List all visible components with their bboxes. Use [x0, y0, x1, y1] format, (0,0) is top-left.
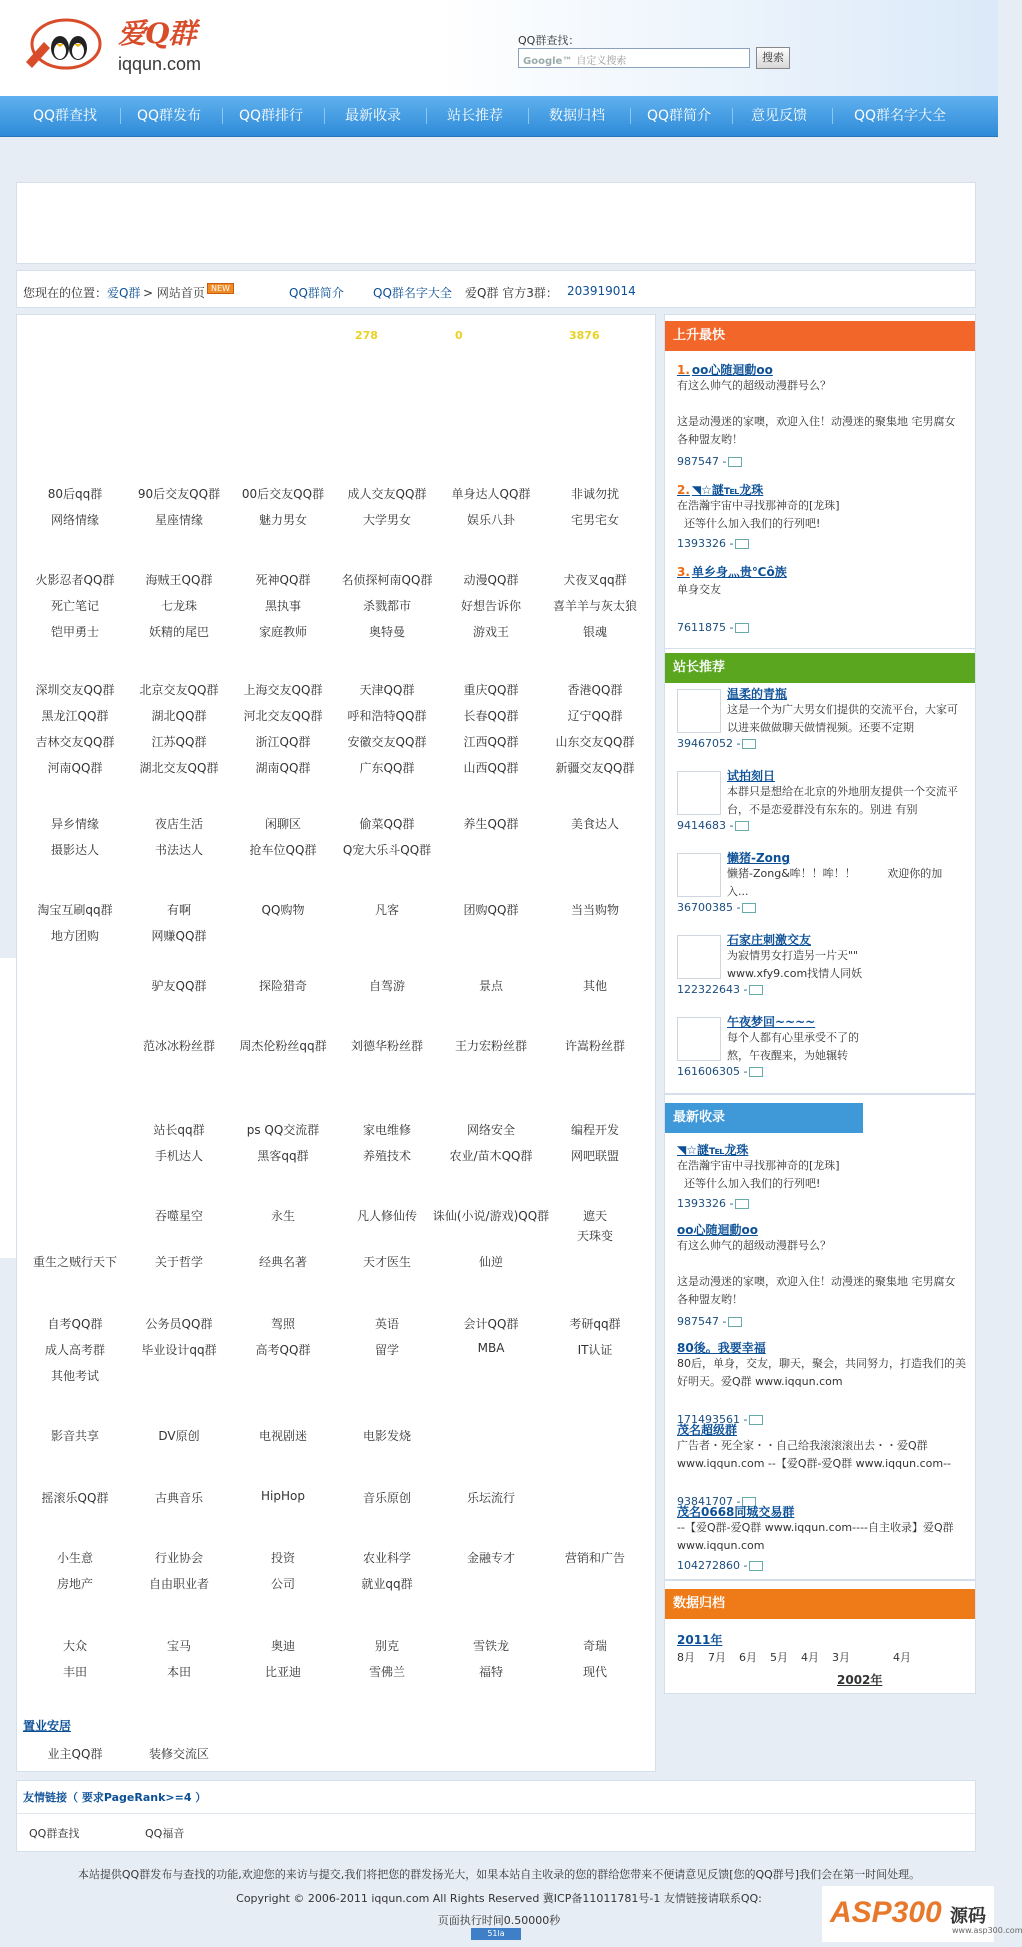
category-link[interactable]: IT认证: [577, 1343, 613, 1357]
stat-value: 278: [355, 329, 378, 342]
category-link[interactable]: 呼和浩特QQ群: [347, 709, 427, 723]
qq-icon[interactable]: [728, 1317, 742, 1327]
breadcrumb-prefix: 您现在的位置：: [23, 286, 108, 300]
category-link[interactable]: 杀戮都市: [362, 599, 412, 613]
category-link[interactable]: 山东交友QQ群: [555, 735, 635, 749]
rank-number: 2.: [677, 483, 690, 497]
category-link[interactable]: 宝马: [166, 1639, 192, 1653]
archive-month-link[interactable]: 4月: [893, 1651, 911, 1664]
watermark-cn: 源码: [950, 1906, 986, 1927]
category-link[interactable]: 铠甲勇士: [50, 625, 100, 639]
group-name-link[interactable]: 茂名0668同城交易群: [677, 1505, 795, 1519]
group-description: 在浩瀚宇宙中寻找那神奇的[龙珠] 还等什么加入我们的行列吧!: [677, 1159, 840, 1190]
category-link[interactable]: 本田: [166, 1665, 192, 1679]
group-description: 本群只是想给在北京的外地朋友提供一个交流平台，不是恋爱群没有东东的。别进 有别: [727, 785, 958, 816]
category-link[interactable]: 凡人修仙传: [356, 1209, 418, 1223]
group-name-link[interactable]: [677, 481, 763, 498]
category-link[interactable]: 站长qq群: [153, 1123, 205, 1137]
category-link[interactable]: 单身达人QQ群: [451, 487, 531, 501]
group-name: 单乡身灬贵℃ô族: [691, 565, 787, 579]
stat-value: 0: [455, 329, 463, 342]
category-link[interactable]: 游戏王: [472, 625, 510, 639]
qq-icon[interactable]: [735, 1199, 749, 1209]
category-panel: [16, 314, 656, 1772]
category-link[interactable]: 范冰冰粉丝群: [142, 1039, 216, 1053]
category-link[interactable]: 毕业设计qq群: [141, 1343, 217, 1357]
category-link[interactable]: 犬夜叉qq群: [563, 573, 627, 587]
group-description: 有这么帅气的超级动漫群号么？ 这是动漫迷的家噢，欢迎入住！动漫迷的聚集地 宅男腐女 各种盟友哟！: [677, 1239, 956, 1306]
category-link[interactable]: 80后qq群: [47, 487, 103, 501]
group-avatar[interactable]: [677, 853, 721, 897]
category-link[interactable]: 山西QQ群: [463, 761, 519, 775]
official-group-number[interactable]: 203919014: [567, 284, 636, 298]
category-link[interactable]: 浙江QQ群: [255, 735, 311, 749]
group-avatar[interactable]: [677, 935, 721, 979]
category-link[interactable]: 天津QQ群: [359, 683, 415, 697]
category-link[interactable]: 电影发烧: [362, 1429, 412, 1443]
category-link[interactable]: 会计QQ群: [463, 1317, 519, 1331]
category-link[interactable]: 古典音乐: [154, 1491, 204, 1505]
search-placeholder: 自定义搜索: [576, 56, 627, 67]
category-link[interactable]: 小生意: [56, 1551, 94, 1565]
group-number: 9414683 -: [677, 819, 749, 832]
rank-number: 1.: [677, 363, 690, 377]
category-link[interactable]: 淘宝互刷qq群: [37, 903, 113, 917]
category-link[interactable]: 名侦探柯南QQ群: [341, 573, 433, 587]
category-link[interactable]: 网赚QQ群: [151, 929, 207, 943]
group-number: 93841707 -: [677, 1495, 756, 1508]
group-name: ◥☆謎℡龙珠: [691, 483, 764, 497]
category-link[interactable]: 探险猎奇: [258, 979, 308, 993]
group-number: 122322643 -: [677, 983, 763, 996]
category-link[interactable]: 香港QQ群: [567, 683, 623, 697]
category-link[interactable]: 安徽交友QQ群: [347, 735, 427, 749]
category-link[interactable]: 90后交友QQ群: [137, 487, 221, 501]
category-link[interactable]: 星座情缘: [154, 513, 204, 527]
breadcrumb: [16, 270, 976, 308]
category-link[interactable]: 网络情缘: [50, 513, 100, 527]
group-name-link[interactable]: 80後。我要幸福: [677, 1341, 766, 1355]
group-description: 为寂情男女打造另一片天"" www.xfy9.com找情人同妖: [727, 949, 863, 980]
divider: [17, 1813, 975, 1814]
side-gap: [0, 958, 16, 1258]
category-link[interactable]: 王力宏粉丝群: [454, 1039, 528, 1053]
group-avatar[interactable]: [677, 1017, 721, 1061]
watermark-logo: [822, 1886, 1022, 1942]
group-number: 1393326 -: [677, 1197, 749, 1210]
category-link[interactable]: 黑客qq群: [257, 1149, 309, 1163]
category-link[interactable]: 考研qq群: [569, 1317, 621, 1331]
group-description: 单身交友: [677, 583, 721, 596]
category-link[interactable]: QQ购物: [261, 903, 305, 917]
category-link[interactable]: 业主QQ群: [47, 1747, 103, 1761]
nav-item-feedback[interactable]: 意见反馈: [751, 108, 807, 124]
category-link[interactable]: 上海交友QQ群: [243, 683, 323, 697]
archive-title: 数据归档: [665, 1589, 975, 1619]
category-link[interactable]: 美食达人: [570, 817, 620, 831]
group-name: oo心随迴動oo: [691, 363, 773, 377]
qq-icon[interactable]: [728, 457, 742, 467]
group-description: 在浩瀚宇宙中寻找那神奇的[龙珠] 还等什么加入我们的行列吧!: [677, 499, 840, 530]
category-link[interactable]: 奥迪: [270, 1639, 296, 1653]
friend-link[interactable]: QQ群查找: [29, 1827, 80, 1840]
category-link[interactable]: 偷菜QQ群: [359, 817, 415, 831]
nav-item-archive[interactable]: 数据归档: [549, 108, 605, 124]
category-link[interactable]: 北京交友QQ群: [139, 683, 219, 697]
group-description: 80后，单身，交友，聊天，聚会，共同努力，打造我们的美好明天。爱Q群 www.iqqun.com: [677, 1357, 966, 1388]
category-link[interactable]: 夜店生活: [154, 817, 204, 831]
group-description: 这是一个为广大男女们提供的交流平台，大家可以进来做做聊天做情视频。还要不定期: [727, 703, 958, 734]
category-link[interactable]: MBA: [477, 1341, 505, 1355]
category-link[interactable]: 闲聊区: [264, 817, 302, 831]
archive-month-link[interactable]: 6月: [739, 1651, 757, 1664]
category-link[interactable]: ps QQ交流群: [246, 1123, 320, 1137]
category-link[interactable]: 死亡笔记: [50, 599, 100, 613]
category-link[interactable]: 新疆交友QQ群: [555, 761, 635, 775]
category-link[interactable]: 电视剧迷: [258, 1429, 308, 1443]
group-number: 7611875 -: [677, 621, 749, 634]
category-link[interactable]: 奥特曼: [368, 625, 406, 639]
search-button[interactable]: 搜索: [756, 47, 790, 69]
group-name-link[interactable]: ◥☆謎℡龙珠: [677, 1143, 749, 1157]
group-description: 有这么帅气的超级动漫群号么？ 这是动漫迷的家噢，欢迎入住！动漫迷的聚集地 宅男腐女 各种盟友哟！: [677, 379, 956, 446]
category-link[interactable]: 金融专才: [466, 1551, 516, 1565]
category-link[interactable]: 天珠变: [576, 1229, 614, 1243]
category-link[interactable]: 团购QQ群: [463, 903, 519, 917]
category-link[interactable]: 就业qq群: [361, 1577, 413, 1591]
category-link[interactable]: 娱乐八卦: [466, 513, 516, 527]
category-link[interactable]: 重生之贼行天下: [32, 1255, 118, 1269]
category-link[interactable]: 周杰伦粉丝qq群: [239, 1039, 327, 1053]
category-link[interactable]: 吞噬星空: [154, 1209, 204, 1223]
recommend-panel: [664, 648, 976, 1094]
header: [0, 0, 998, 96]
category-link[interactable]: 好想告诉你: [460, 599, 522, 613]
group-avatar[interactable]: [677, 771, 721, 815]
category-link[interactable]: 湖南QQ群: [255, 761, 311, 775]
category-link[interactable]: 自驾游: [368, 979, 406, 993]
google-mark: Google™: [523, 56, 573, 67]
category-link[interactable]: 比亚迪: [264, 1665, 302, 1679]
category-link[interactable]: 影音共享: [50, 1429, 100, 1443]
archive-month-link[interactable]: 8月: [677, 1651, 695, 1664]
group-number: 36700385 -: [677, 901, 756, 914]
category-link[interactable]: 音乐原创: [362, 1491, 412, 1505]
category-link[interactable]: 其他考试: [50, 1369, 100, 1383]
rising-panel: [664, 314, 976, 652]
category-link[interactable]: 手机达人: [154, 1149, 204, 1163]
category-link[interactable]: 河南QQ群: [47, 761, 103, 775]
category-link[interactable]: 重庆QQ群: [463, 683, 519, 697]
category-link[interactable]: 农业/苗木QQ群: [449, 1149, 533, 1163]
category-link[interactable]: 自考QQ群: [47, 1317, 103, 1331]
qq-icon[interactable]: [735, 539, 749, 549]
group-number: 987547 -: [677, 455, 742, 468]
archive-month-link[interactable]: 5月: [770, 1651, 788, 1664]
stats-counter[interactable]: 51la: [471, 1928, 521, 1940]
category-link[interactable]: 驴友QQ群: [151, 979, 207, 993]
category-link[interactable]: 网吧联盟: [570, 1149, 620, 1163]
category-link[interactable]: 辽宁QQ群: [567, 709, 623, 723]
category-link[interactable]: 许嵩粉丝群: [564, 1039, 626, 1053]
category-link[interactable]: 魅力男女: [258, 513, 308, 527]
group-description: 每个人都有心里承受不了的 熬，午夜醒来，为她辗转: [727, 1031, 859, 1062]
category-link[interactable]: 天才医生: [362, 1255, 412, 1269]
stat-value: 3876: [569, 329, 600, 342]
category-link[interactable]: 自由职业者: [148, 1577, 210, 1591]
category-link[interactable]: 动漫QQ群: [463, 573, 519, 587]
group-name-link[interactable]: [677, 361, 773, 378]
category-link[interactable]: 诛仙(小说/游戏)QQ群: [432, 1209, 550, 1223]
category-link[interactable]: 宅男宅女: [570, 513, 620, 527]
category-link[interactable]: 关于哲学: [154, 1255, 204, 1269]
logo-penguins-icon[interactable]: [22, 14, 102, 72]
category-link[interactable]: 养殖技术: [362, 1149, 412, 1163]
qq-icon[interactable]: [749, 1067, 763, 1077]
category-link[interactable]: 湖北QQ群: [151, 709, 207, 723]
category-link[interactable]: 00后交友QQ群: [241, 487, 325, 501]
housing-title[interactable]: 置业安居: [23, 1719, 72, 1733]
category-link[interactable]: 家庭教师: [258, 625, 308, 639]
friend-links: [16, 1780, 976, 1852]
qq-icon[interactable]: [749, 1561, 763, 1571]
category-link[interactable]: 营销和广告: [564, 1551, 626, 1565]
category-link[interactable]: 地方团购: [50, 929, 100, 943]
category-link[interactable]: 火影忍者QQ群: [35, 573, 115, 587]
category-link[interactable]: 银魂: [582, 625, 608, 639]
group-name-link[interactable]: 懒猪-Zong: [727, 851, 791, 865]
category-link[interactable]: 有啊: [166, 903, 192, 917]
rising-title: 上升最快: [665, 321, 975, 351]
qq-icon[interactable]: [735, 821, 749, 831]
group-number: 987547 -: [677, 1315, 742, 1328]
group-number: 1393326 -: [677, 537, 749, 550]
search-input[interactable]: [518, 48, 750, 68]
category-link[interactable]: 养生QQ群: [463, 817, 519, 831]
category-link[interactable]: 死神QQ群: [255, 573, 311, 587]
main-nav: [0, 96, 998, 137]
friend-link[interactable]: QQ福音: [145, 1827, 185, 1840]
group-description: --【爱Q群-爱Q群 www.iqqun.com----自主收录】爱Q群 www.iqqun.com: [677, 1521, 958, 1552]
nav-item-intro[interactable]: QQ群简介: [646, 108, 712, 124]
archive-year[interactable]: 2002年: [837, 1673, 883, 1687]
recommend-title: 站长推荐: [665, 653, 975, 683]
category-link[interactable]: 摄影达人: [50, 843, 100, 857]
footer-copyright: Copyright © 2006-2011 iqqun.com All Rights Reserved 冀ICP备11011781号-1 友情链接请联系QQ:: [236, 1892, 762, 1905]
category-link[interactable]: 江苏QQ群: [151, 735, 207, 749]
archive-month-link[interactable]: 4月: [801, 1651, 819, 1664]
category-link[interactable]: 河北交友QQ群: [243, 709, 323, 723]
footer-notice: 本站提供QQ群发布与查找的功能,欢迎您的来访与提交,我们将把您的群发扬光大，如果本站自主收录的您的群给您带来不便请意见反馈[您的QQ群号]我们会在第一时间处理。: [77, 1868, 921, 1881]
category-link[interactable]: 异乡情缘: [50, 817, 100, 831]
category-link[interactable]: 装修交流区: [148, 1747, 210, 1761]
category-link[interactable]: 福特: [478, 1665, 504, 1679]
watermark-url: www.asp300.com: [952, 1926, 1022, 1935]
category-link[interactable]: 雪佛兰: [368, 1665, 406, 1679]
search-label: QQ群查找：: [518, 34, 580, 47]
category-link[interactable]: 黑龙江QQ群: [41, 709, 109, 723]
group-avatar[interactable]: [677, 689, 721, 733]
category-link[interactable]: 非诚勿扰: [570, 487, 620, 501]
rank-number: 3.: [677, 565, 690, 579]
category-link[interactable]: 奇瑞: [582, 1639, 608, 1653]
category-link[interactable]: 网络安全: [466, 1123, 516, 1137]
watermark-text: ASP300: [830, 1896, 942, 1929]
category-link[interactable]: HipHop: [261, 1489, 305, 1503]
category-link[interactable]: 遮天: [582, 1209, 608, 1223]
breadcrumb-link-names[interactable]: QQ群名字大全: [373, 286, 452, 300]
breadcrumb-home[interactable]: 爱Q群: [107, 286, 141, 300]
footer-runtime: 页面执行时间0.50000秒: [437, 1914, 561, 1927]
group-number: 104272860 -: [677, 1559, 763, 1572]
logo-url[interactable]: iqqun.com: [118, 54, 202, 74]
category-link[interactable]: Q宠大乐斗QQ群: [342, 843, 432, 857]
nav-item-publish[interactable]: QQ群发布: [136, 108, 202, 124]
group-name-link[interactable]: [677, 563, 787, 580]
category-link[interactable]: 仙逆: [478, 1255, 504, 1269]
category-link[interactable]: 经典名著: [258, 1255, 308, 1269]
group-number: 171493561 -: [677, 1413, 763, 1426]
category-link[interactable]: 家电维修: [362, 1123, 412, 1137]
category-link[interactable]: 吉林交友QQ群: [35, 735, 115, 749]
category-link[interactable]: 黑执事: [264, 599, 302, 613]
group-number: 161606305 -: [677, 1065, 763, 1078]
ad-banner: [16, 182, 976, 264]
group-name-link[interactable]: 石家庄刺激交友: [727, 933, 812, 947]
latest-panel: [664, 1094, 976, 1580]
archive-month-link[interactable]: 7月: [708, 1651, 726, 1664]
qq-icon[interactable]: [749, 1415, 763, 1425]
category-link[interactable]: 深圳交友QQ群: [35, 683, 115, 697]
nav-item-search[interactable]: QQ群查找: [32, 108, 98, 124]
category-link[interactable]: 房地产: [56, 1577, 94, 1591]
category-link[interactable]: 成人交友QQ群: [347, 487, 427, 501]
group-name-link[interactable]: 温柔的青瓶: [727, 687, 788, 701]
category-link[interactable]: 大学男女: [362, 513, 412, 527]
category-link[interactable]: 江西QQ群: [463, 735, 519, 749]
category-link[interactable]: 海贼王QQ群: [145, 573, 213, 587]
category-link[interactable]: 丰田: [62, 1665, 88, 1679]
category-link[interactable]: 喜羊羊与灰太狼: [552, 599, 638, 613]
category-link[interactable]: 当当购物: [570, 903, 620, 917]
category-link[interactable]: 别克: [374, 1639, 400, 1653]
nav-item-ranking[interactable]: QQ群排行: [238, 108, 304, 124]
category-link[interactable]: 长春QQ群: [463, 709, 519, 723]
category-link[interactable]: 行业协会: [154, 1551, 204, 1565]
group-number: 39467052 -: [677, 737, 756, 750]
category-link[interactable]: 永生: [270, 1209, 296, 1223]
new-badge: NEW: [207, 283, 234, 294]
category-link[interactable]: 书法达人: [154, 843, 204, 857]
group-name-link[interactable]: 试拍刻日: [727, 769, 776, 783]
nav-item-latest[interactable]: 最新收录: [345, 108, 401, 124]
archive-month-link[interactable]: 3月: [832, 1651, 850, 1664]
archive-year[interactable]: 2011年: [677, 1633, 723, 1647]
nav-item-names[interactable]: QQ群名字大全: [853, 108, 947, 124]
group-name-link[interactable]: 茂名超级群: [677, 1423, 738, 1437]
category-link[interactable]: 投资: [270, 1551, 296, 1565]
category-link[interactable]: 景点: [478, 979, 504, 993]
category-link[interactable]: 农业科学: [362, 1551, 412, 1565]
archive-panel: [664, 1580, 976, 1694]
category-link[interactable]: 留学: [374, 1343, 400, 1357]
category-link[interactable]: 驾照: [270, 1317, 296, 1331]
category-link[interactable]: 妖精的尾巴: [148, 625, 210, 639]
breadcrumb-link-intro[interactable]: QQ群简介: [289, 286, 344, 300]
category-link[interactable]: 编程开发: [570, 1123, 620, 1137]
qq-icon[interactable]: [749, 985, 763, 995]
group-name-link[interactable]: 午夜梦回~~~~: [727, 1015, 816, 1029]
category-link[interactable]: 七龙珠: [160, 599, 198, 613]
group-description: 懒猪-Zong&哞！！哞！！ 欢迎你的加入...: [727, 867, 943, 898]
category-link[interactable]: 抢车位QQ群: [249, 843, 317, 857]
official-group-label: 爱Q群 官方3群：: [465, 286, 558, 300]
category-link[interactable]: 高考QQ群: [255, 1343, 311, 1357]
category-link[interactable]: 刘德华粉丝群: [350, 1039, 424, 1053]
group-name-link[interactable]: oo心随迴動oo: [677, 1223, 758, 1237]
group-description: 广告者・死全家・・自己给我滚滚滚出去・・爱Q群 www.iqqun.com --【爱Q群-爱Q群 www.iqqun.com--: [677, 1439, 952, 1470]
category-link[interactable]: 湖北交友QQ群: [139, 761, 219, 775]
qq-icon[interactable]: [742, 903, 756, 913]
category-link[interactable]: 乐坛流行: [466, 1491, 516, 1505]
logo-text[interactable]: 爱Q群: [118, 17, 196, 50]
qq-icon[interactable]: [742, 739, 756, 749]
category-link[interactable]: 其他: [582, 979, 608, 993]
category-link[interactable]: 现代: [582, 1665, 608, 1679]
category-link[interactable]: 凡客: [374, 903, 400, 917]
category-link[interactable]: DV原创: [158, 1429, 200, 1443]
qq-icon[interactable]: [735, 623, 749, 633]
latest-title: 最新收录: [665, 1103, 863, 1133]
category-link[interactable]: 公务员QQ群: [145, 1317, 213, 1331]
category-link[interactable]: 成人高考群: [44, 1343, 106, 1357]
breadcrumb-current: > 网站首页: [143, 286, 205, 300]
category-link[interactable]: 公司: [270, 1577, 296, 1591]
category-link[interactable]: 雪铁龙: [472, 1639, 510, 1653]
friend-links-title: 友情链接（ 要求PageRank>=4 ）: [23, 1791, 207, 1804]
category-link[interactable]: 摇滚乐QQ群: [41, 1491, 109, 1505]
nav-item-recommend[interactable]: 站长推荐: [447, 108, 503, 124]
category-link[interactable]: 英语: [374, 1317, 400, 1331]
category-link[interactable]: 广东QQ群: [359, 761, 415, 775]
category-link[interactable]: 大众: [62, 1639, 88, 1653]
